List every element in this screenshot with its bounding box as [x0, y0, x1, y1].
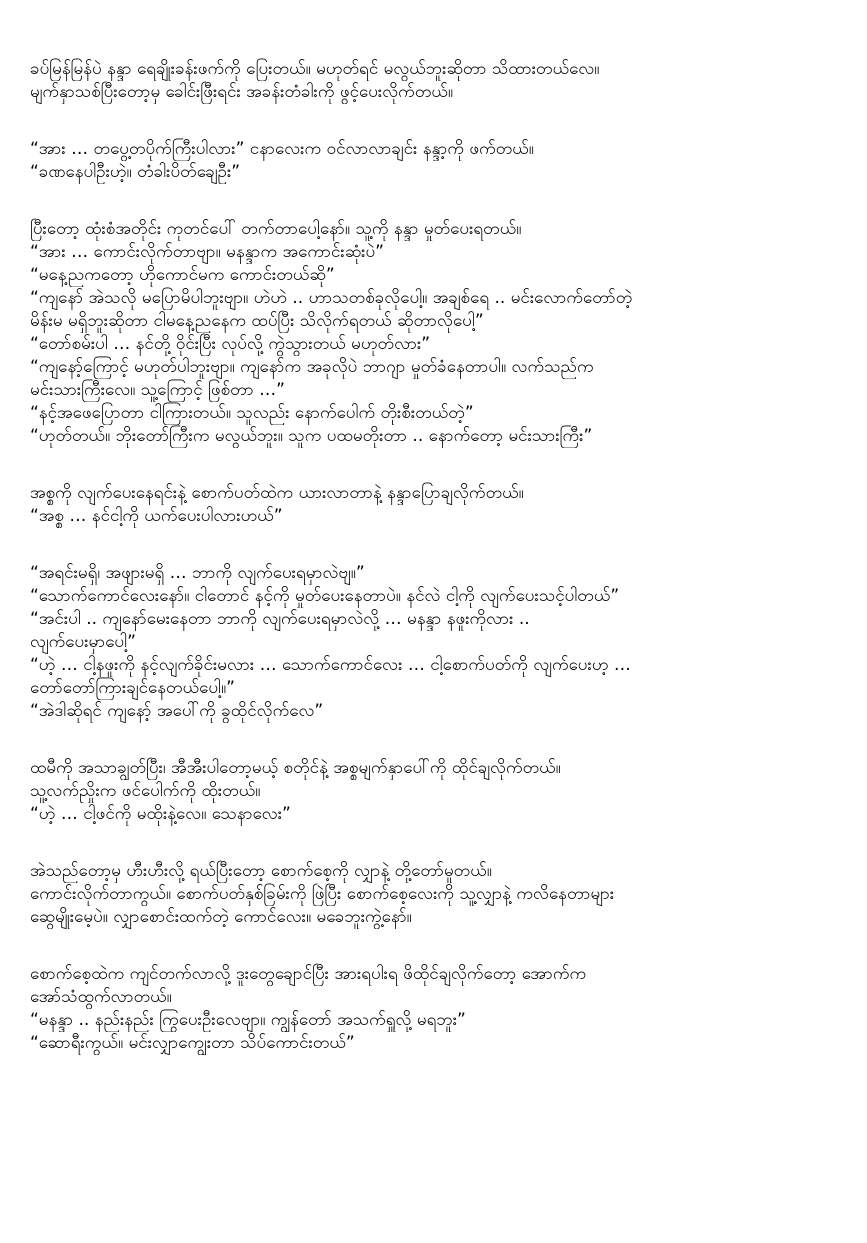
text-line: မျက်နှာသစ်ပြီးတော့မှ ခေါင်းဖြီးရင်း အခန်းတံခါးကို ဖွင့်ပေးလိုက်တယ်။ [30, 82, 454, 102]
text-line: “ဟုတ်တယ်။ ဘိုးတော်ကြီးက မလွယ်ဘူး။ သူက ပထမတိုးတာ .. နောက်တော့ မင်းသားကြီး” [30, 426, 593, 446]
text-line: မင်းသားကြီးလေ။ သူ့ကြောင့် ဖြစ်တာ …” [30, 380, 285, 400]
text-line: အော်သံထွက်လာတယ်။ [30, 987, 172, 1007]
text-line: “ဆောရီးကွယ်။ မင်းလျှာကျွေးတာ သိပ်ကောင်းတယ်” [30, 1033, 355, 1053]
text-line: “ဟဲ့ … ငါ့ဖင်ကို မထိုးနဲ့လေ။ သေနာလေး” [30, 804, 291, 824]
text-line: “မနန္ဒာ .. နည်းနည်း ကြွပေးဦးလေဗျာ။ ကျွန်တော် အသက်ရှူလို့ မရဘူး” [30, 1010, 466, 1030]
text-line: ပြီးတော့ ထုံးစံအတိုင်း ကုတင်ပေါ် တက်တာပေါ့နော်။ သူ့ကို နန္ဒာ မှုတ်ပေးရတယ်။ [30, 219, 522, 239]
text-line: လျက်ပေးမှာပေါ့” [30, 632, 136, 652]
text-line: ကောင်းလိုက်တာကွယ်။ စောက်ပတ်နှစ်ခြမ်းကို ဖြဲပြီး စောက်စေ့လေးကို သူ့လျှာနဲ့ ကလိနေတာများ [30, 884, 615, 904]
text-line: “နင့်အဖေပြောတာ ငါကြားတယ်။ သူလည်း နောက်ပေါက် တိုးစီးတယ်တဲ့” [30, 403, 474, 423]
text-line: “မနေ့ညကတော့ ဟိုကောင်မက ကောင်းတယ်ဆို” [30, 265, 335, 285]
text-line: “အဲဒါဆိုရင် ကျနော့် အပေါ်ကို ခွထိုင်လိုက်လေ” [30, 701, 324, 721]
text-line: “အင်းပါ .. ကျနော်မေးနေတာ ဘာကို လျက်ပေးရမှာလဲလို့ … မနန္ဒာ နဖူးကိုလား .. [30, 609, 530, 629]
story-text [30, 58, 840, 1089]
text-line: “တော်စမ်းပါ … နင်တို့ ဝိုင်းပြီး လုပ်လို့ ကွဲသွားတယ် မဟုတ်လား” [30, 334, 431, 354]
paragraph [30, 963, 840, 1055]
paragraph [30, 58, 840, 104]
text-line: ဆွေမျိုးမေ့ပဲ။ လျှာစောင်းထက်တဲ့ ကောင်လေး။ မခေဘူးကွဲ့နော်။ [30, 907, 412, 927]
paragraph [30, 138, 840, 184]
text-line: တော်တော်ကြားချင်နေတယ်ပေါ့။” [30, 678, 235, 698]
paragraph [30, 562, 840, 723]
text-line: မိန်းမ မရှိဘူးဆိုတာ ငါမနေ့ညနေက ထပ်ပြီး သိလိုက်ရတယ် ဆိုတာလိုပေါ့” [30, 311, 484, 331]
text-line: အဲသည်တော့မှ ဟီးဟီးလို့ ရယ်ပြီးတော့ စောက်စေ့ကို လျှာနဲ့ တို့တော်မူတယ်။ [30, 861, 492, 881]
text-line: “ကျနော့်ကြောင့် မဟုတ်ပါဘူးဗျာ။ ကျနော်က အခုလိုပဲ ဘာဂျာ မှုတ်ခံနေတာပါ။ လက်သည်က [30, 357, 594, 377]
text-line: သူ့လက်ညှိုးက ဖင်ပေါက်ကို ထိုးတယ်။ [30, 781, 261, 801]
text-line: ခပ်မြန်မြန်ပဲ နန္ဒာ ရေချိုးခန်းဖက်ကို ပြေးတယ်။ မဟုတ်ရင် မလွယ်ဘူးဆိုတာ သိထားတယ်လေ။ [30, 59, 600, 79]
text-line: ထမီကို အသာချွတ်ပြီး၊ အီအီးပါတော့မယ့် စတိုင်နဲ့ အစ္စမျက်နှာပေါ်ကို ထိုင်ချလိုက်တယ်။ [30, 758, 561, 778]
text-line: “ကျနော် အဲသလို မပြောမိပါဘူးဗျာ။ ဟဲဟဲ .. ဟာသတစ်ခုလိုပေါ့။ အချစ်ရေ .. မင်းလောက်တော်တဲ့ [30, 288, 633, 308]
paragraph [30, 482, 840, 528]
text-line: “အား … တပွေ့တပိုက်ကြီးပါလား” ငနာလေးက ဝင်လာလာချင်း နန္ဒာ့ကို ဖက်တယ်။ [30, 139, 534, 159]
paragraph [30, 218, 840, 448]
text-line: အစ္စကို လျက်ပေးနေရင်းနဲ့ စောက်ပတ်ထဲက ယားလာတာနဲ့ နန္ဒာပြောချလိုက်တယ်။ [30, 483, 524, 503]
paragraph [30, 860, 840, 929]
text-line: “အရင်းမရှိ၊ အဖျားမရှိ … ဘာကို လျက်ပေးရမှာလဲဗျ။” [30, 563, 365, 583]
text-line: “ဟဲ့ … ငါ့နဖူးကို နင့်လျက်ခိုင်းမလား … သောက်ကောင်လေး … ငါ့စောက်ပတ်ကို လျက်ပေးဟ့ … [30, 655, 631, 675]
text-line: “အား … ကောင်းလိုက်တာဗျာ။ မနန္ဒာက အကောင်းဆုံးပဲ” [30, 242, 384, 262]
text-line: “ခဏနေပါဦးဟဲ့။ တံခါးပိတ်ချေဦး” [30, 162, 241, 182]
text-line: “သောက်ကောင်လေးနော်။ ငါတောင် နင့်ကို မှုတ်ပေးနေတာပဲ။ နင်လဲ ငါ့ကို လျက်ပေးသင့်ပါတယ်” [30, 586, 620, 606]
text-line: စောက်စေ့ထဲက ကျင်တက်လာလို့ ဒူးတွေချောင်ပြီး အားရပါးရ ဖိထိုင်ချလိုက်တော့ အောက်က [30, 964, 587, 984]
paragraph [30, 757, 840, 826]
text-line: “အစ္စ … နင်ငါ့ကို ယက်ပေးပါလားဟယ်” [30, 506, 283, 526]
